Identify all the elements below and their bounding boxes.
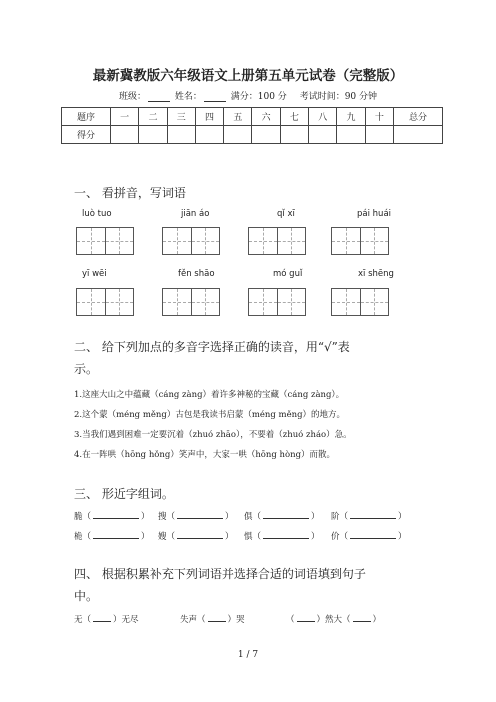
idiom-item: 无（ ）无尽 — [74, 615, 139, 625]
answer-blank[interactable] — [177, 510, 223, 519]
header-cell: 十 — [365, 108, 393, 126]
pinyin-label: fěn shāo — [178, 269, 215, 279]
writing-box[interactable] — [76, 288, 134, 316]
score-cell[interactable] — [195, 126, 223, 144]
writing-box[interactable] — [248, 227, 306, 255]
writing-box[interactable] — [76, 227, 134, 255]
answer-blank[interactable] — [350, 530, 396, 539]
writing-box[interactable] — [162, 288, 220, 316]
question-line: 3.当我们遇到困难一定要沉着（zhuó zhāo），不要着（zhuó zháo）急。 — [74, 430, 352, 440]
answer-blank[interactable] — [297, 613, 315, 622]
row-label: 得分 — [62, 126, 111, 144]
answer-blank[interactable] — [177, 530, 223, 539]
pinyin-label: xī shēng — [358, 269, 394, 279]
header-cell: 六 — [252, 108, 280, 126]
writing-box[interactable] — [248, 288, 306, 316]
name-label: 姓名： — [174, 92, 202, 102]
header-cell: 九 — [337, 108, 365, 126]
word-item: 脆（ ） — [74, 512, 150, 522]
idiom-item: （ ）然大（ ） — [286, 615, 382, 625]
pinyin-label: yī wēi — [82, 269, 107, 279]
writing-box[interactable] — [331, 288, 389, 316]
section-4-title: 四、 根据积累补充下列词语并选择合适的词语填到句子 — [74, 567, 366, 581]
word-item: 嫂（ ） — [158, 532, 234, 542]
answer-blank[interactable] — [208, 613, 226, 622]
score-cell[interactable] — [365, 126, 393, 144]
score-table-header — [62, 108, 443, 126]
header-cell: 八 — [309, 108, 337, 126]
header-cell: 三 — [167, 108, 195, 126]
score-table — [61, 107, 443, 144]
section-2-title-cont: 示。 — [74, 362, 99, 376]
page-number: 1 / 7 — [237, 650, 259, 660]
word-item: 桅（ ） — [74, 532, 150, 542]
header-cell: 总分 — [394, 108, 443, 126]
pinyin-label: jiān áo — [181, 209, 210, 219]
pinyin-label: luò tuo — [82, 209, 112, 219]
header-cell: 题序 — [62, 108, 111, 126]
time-label: 考试时间：90 分钟 — [299, 92, 378, 102]
answer-blank[interactable] — [93, 530, 139, 539]
word-item: 俱（ ） — [244, 512, 320, 522]
score-cell[interactable] — [224, 126, 252, 144]
class-blank[interactable] — [148, 92, 170, 102]
question-line: 2.这个蒙（méng měng）古包是我读书启蒙（méng měng）的地方。 — [74, 410, 346, 420]
word-item: 惧（ ） — [244, 532, 320, 542]
score-cell[interactable] — [252, 126, 280, 144]
answer-blank[interactable] — [93, 613, 111, 622]
score-cell[interactable] — [309, 126, 337, 144]
score-cell[interactable] — [394, 126, 443, 144]
header-cell: 二 — [139, 108, 167, 126]
pinyin-label: qǐ xī — [277, 209, 295, 219]
idiom-item: 失声（ ）哭 — [180, 615, 245, 625]
answer-blank[interactable] — [263, 530, 309, 539]
score-cell[interactable] — [139, 126, 167, 144]
writing-box[interactable] — [162, 227, 220, 255]
word-item: 阶（ ） — [331, 512, 407, 522]
answer-blank[interactable] — [350, 510, 396, 519]
section-3-title: 三、 形近字组词。 — [74, 487, 174, 501]
header-cell: 一 — [111, 108, 139, 126]
pinyin-label: pái huái — [357, 209, 392, 219]
page-title: 最新冀教版六年级语文上册第五单元试卷（完整版） — [92, 68, 404, 84]
score-cell[interactable] — [167, 126, 195, 144]
section-4-title-cont: 中。 — [74, 589, 99, 603]
header-cell: 七 — [280, 108, 308, 126]
name-blank[interactable] — [204, 92, 226, 102]
score-cell[interactable] — [111, 126, 139, 144]
header-cell: 四 — [195, 108, 223, 126]
score-table-row — [62, 126, 443, 144]
section-2-title: 二、 给下列加点的多音字选择正确的读音，用“√”表 — [74, 340, 350, 354]
answer-blank[interactable] — [93, 510, 139, 519]
word-item: 价（ ） — [331, 532, 407, 542]
score-cell[interactable] — [337, 126, 365, 144]
answer-blank[interactable] — [353, 613, 371, 622]
writing-box[interactable] — [331, 227, 389, 255]
section-1-title: 一、 看拼音，写词语 — [74, 186, 186, 200]
score-cell[interactable] — [280, 126, 308, 144]
question-line: 4.在一阵哄（hōng hǒng）笑声中，大家一哄（hōng hòng）而散。 — [74, 450, 336, 460]
word-item: 搜（ ） — [158, 512, 234, 522]
answer-blank[interactable] — [263, 510, 309, 519]
score-label: 满分：100 分 — [230, 92, 287, 102]
pinyin-label: mó guǐ — [273, 269, 303, 279]
question-line: 1.这座大山之中蕴藏（cáng zàng）着许多神秘的宝藏（cáng zàng）。 — [74, 390, 345, 400]
exam-meta — [0, 89, 496, 102]
header-cell: 五 — [224, 108, 252, 126]
class-label: 班级： — [118, 92, 146, 102]
